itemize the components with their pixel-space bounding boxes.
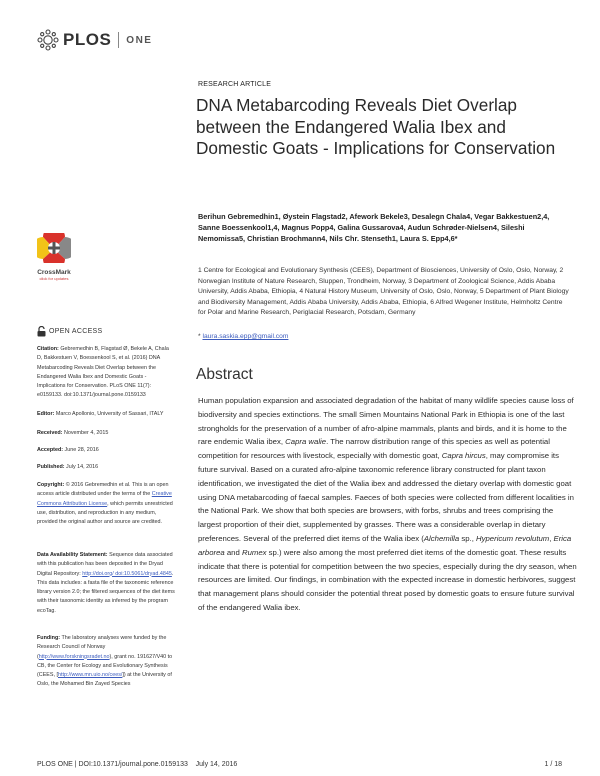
crossmark-icon: [37, 233, 71, 263]
license-link[interactable]: Creative Commons Attribution License: [37, 491, 172, 507]
open-access-badge: [37, 326, 102, 337]
data-availability-block: Data Availability Statement: Sequence data associated with this publication has been deposited in the Dryad Digital Repository: http://doi.org/ doi:10.5061/dryad.4845. This data includes: a fasta file of the taxonomic reference library version 2.0; the filtered sequences of the diet items with their taxonomic identity as inferred by the program ecoTag.: [37, 552, 175, 614]
affiliations: 1 Centre for Ecological and Evolutionary Synthesis (CEES), Department of Biosciences, University of Oslo, Oslo, Norway, 2 Norwegian Institute of Nature Research, Sluppen, Trondheim, Norway, 3 Department of Zoological Science, Addis Ababa University, Addis Ababa, Ethiopia, 4 Natural History Museum, University of Oslo, Oslo, Norway, 5 Department of Plant Biology and Biodiversity Management, Addis Ababa University, Addis Ababa, Ethiopia, 6 Alfred Wegener Institute, Helmholtz Centre for Polar and Marine Research, Periglacial Research, Potsdam, Germany: [198, 267, 569, 317]
email-link[interactable]: laura.saskia.epp@gmail.com: [202, 333, 289, 340]
logo-divider: [118, 32, 119, 48]
abstract-heading: Abstract: [196, 366, 253, 383]
plos-logo[interactable]: [37, 28, 152, 52]
author-list: Berihun Gebremedhin1, Øystein Flagstad2, Afework Bekele3, Desalegn Chala4, Vegar Bakkestuen2,4, Sanne Boessenkool1,4, Magnus Popp4, Galina Gussarova4, Audun Schrøder-Nielsen4, Sileshi Nemomissa5, Christian Brochmann4, Nils Chr. Stenseth1, Laura S. Epp4,6*: [198, 212, 550, 243]
corresponding-marker: *: [198, 333, 201, 340]
corresponding-email: [198, 333, 288, 340]
abstract-text: Human population expansion and associated degradation of the habitat of many wildlife species cause loss of biodiversity and species extinctions. The small Simen Mountains National Park in Ethiopia is one of the last strongholds for the preservation of a number of afro-alpine mammals, plants and birds, and it is home to the rare endemic Walia ibex, Capra walie. The narrow distribution range of this species as well as potential competition for resources with livestock, especially with domestic goat, Capra hircus, may compromise its future survival. Based on a curated afro-alpine taxonomic reference library constructed for plant taxon identification, we investigated the diet of the Walia ibex and addressed the dietary overlap with domestic goat using DNA metabarcoding of faecal samples. Faeces of both species were collected from different localities in the National Park. We show that both species are browsers, with forbs, shrubs and trees comprising the largest proportion of their diet, supplemented by grasses. There was a considerable overlap in dietary preferences. Several of the preferred diet items of the Walia ibex (Alchemilla sp., Hypericum revolutum, Erica arborea and Rumex sp.) were also among the most preferred diet items of the domestic goat. These results indicate that there is potential for competition between the two species, especially during the dry season, when resources are limited. Our findings, in combination with the expected increase in domestic herbivores, suggest that management plans should consider the potential threat posed by domestic goats to ensure future survival of the endangered Walia ibex.: [198, 396, 577, 612]
crossmark-sublabel: click for updates: [39, 276, 69, 281]
funder-link-2[interactable]: http://www.mn.uio.no/cees/: [57, 672, 123, 679]
accepted-block: Accepted: June 28, 2016: [37, 447, 99, 453]
funding-block: Funding: The laboratory analyses were funded by the Research Council of Norway (http://www.forskningsradet.no), grant no. 191627/V40 to CB, the Center for Ecology and Evolutionary Synthesis (CEES, [http://www.mn.uio.no/cees/]) at the University of Oslo, the Mohamed Bin Zayed Species: [37, 635, 173, 688]
editor-block: Editor: Marco Apollonio, University of Sassari, ITALY: [37, 411, 164, 417]
crossmark-label: CrossMark: [37, 269, 71, 276]
journal-name: ONE: [126, 34, 153, 46]
citation-block: Citation: Gebremedhin B, Flagstad Ø, Bekele A, Chala D, Bakkestuen V, Boessenkool S, et al. (2016) DNA Metabarcoding Reveals Diet Overlap between the Endangered Walia Ibex and Domestic Goats - Implications for Conservation. PLoS ONE 11(7): e0159133. doi:10.1371/journal.pone.0159133: [37, 346, 169, 399]
plos-wordmark: PLOS: [63, 30, 112, 49]
crossmark-badge[interactable]: [37, 233, 71, 281]
copyright-block: Copyright: © 2016 Gebremedhin et al. This is an open access article distributed under the terms of the Creative Commons Attribution License, which permits unrestricted use, distribution, and reproduction in any medium, provided the original author and source are credited.: [37, 482, 173, 526]
funder-link-1[interactable]: http://www.forskningsradet.no: [38, 653, 110, 660]
article-title: DNA Metabarcoding Reveals Diet Overlap between the Endangered Walia Ibex and Domestic Goats - Implications for Conservation: [196, 95, 556, 158]
footer-citation: PLOS ONE | DOI:10.1371/journal.pone.0159133 July 14, 2016: [37, 761, 238, 768]
open-lock-icon: [37, 326, 46, 337]
open-access-label: OPEN ACCESS: [49, 328, 103, 335]
plos-molecule-icon: [37, 29, 59, 51]
published-block: Published: July 14, 2016: [37, 464, 99, 470]
dryad-link[interactable]: http://doi.org/ doi:10.5061/dryad.4845: [82, 570, 172, 577]
page-number: 1 / 18: [544, 761, 562, 768]
article-type: RESEARCH ARTICLE: [198, 81, 272, 88]
received-block: Received: November 4, 2015: [37, 430, 109, 436]
